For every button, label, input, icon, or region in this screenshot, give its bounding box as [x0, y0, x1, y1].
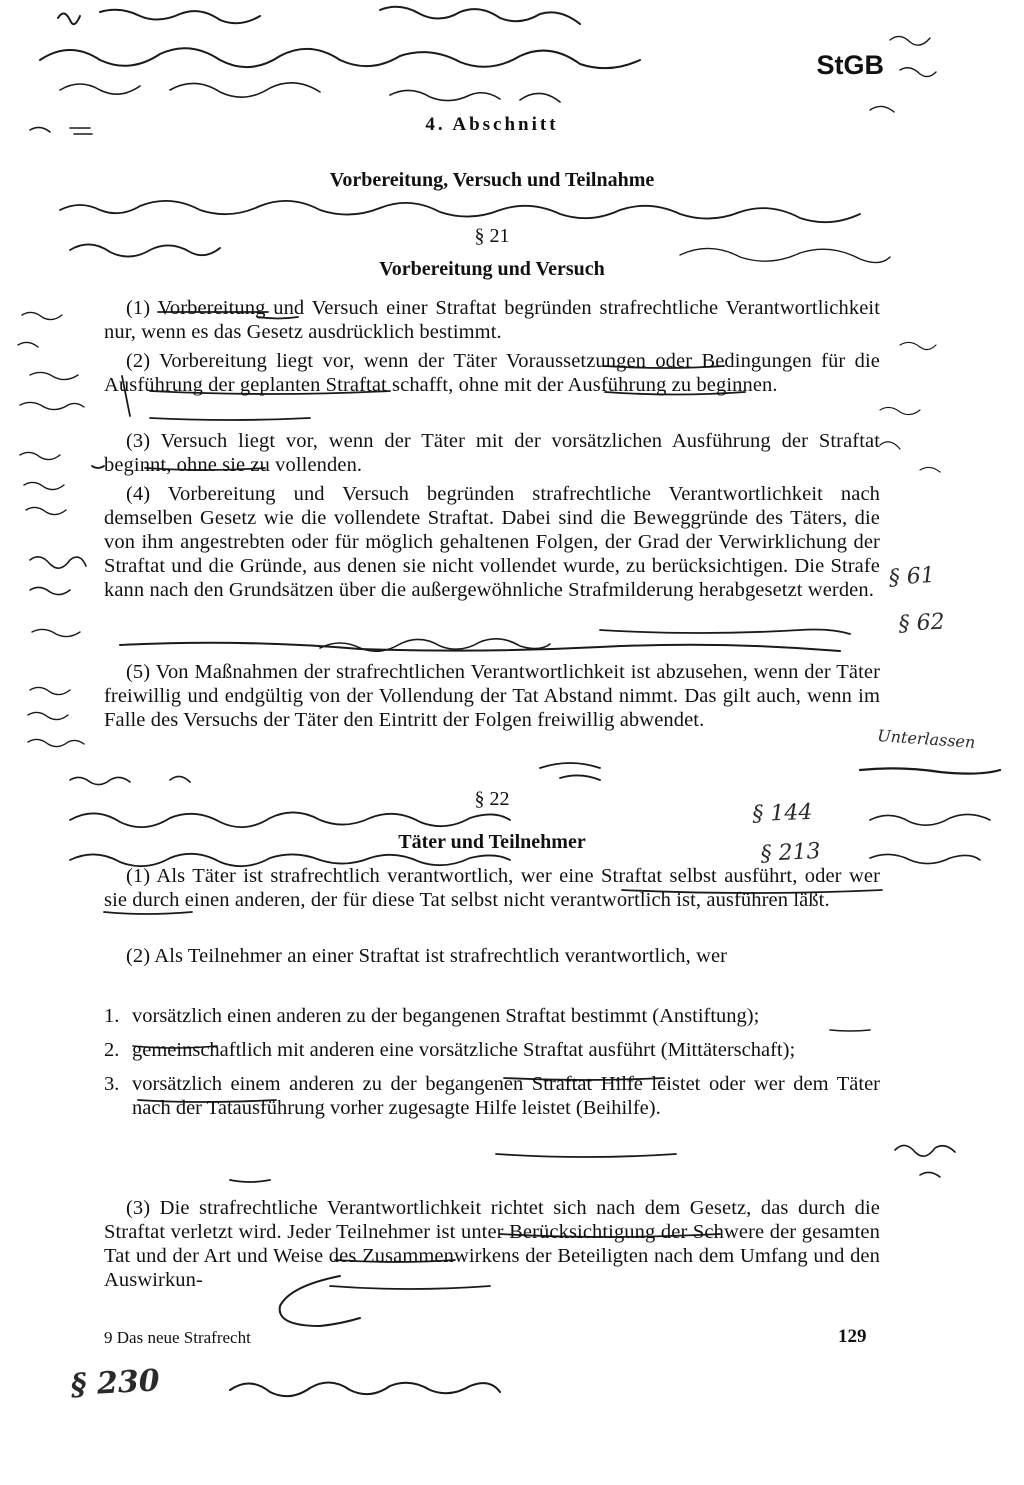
para21-clause-4: (4) Vorbereitung und Versuch begründen strafrechtliche Verantwortlichkeit nach demselben Gesetz wie die vollendete Straftat. Dabei sind die Beweggründe des Täters, die von ihm angestrebten oder für möglich gehaltenen Folgen, der Grad der Verwirklichung der Straftat und die Gründe, aus denen sie nicht vollendet wurde, zu berücksichtigen. Die Strafe kann nach den Grundsätzen über die außergewöhnliche Strafmilderung herabgesetzt werden. — [104, 483, 880, 601]
margin-note-bottom: § 230 — [70, 1363, 161, 1403]
para21-clause-2: (2) Vorbereitung liegt vor, wenn der Täter Voraussetzungen oder Bedingungen für die Ausführung der geplanten Straftat schafft, ohne mit der Ausführung zu beginnen. — [104, 350, 880, 396]
para22-item-list — [104, 1004, 880, 1130]
list-item — [104, 1072, 880, 1120]
para22-clause-1: (1) Als Täter ist strafrechtlich verantwortlich, wer eine Straftat selbst ausführt, oder wer sie durch einen anderen, der für diese Tat selbst nicht verantwortlich ist, ausführen läßt. — [104, 865, 880, 911]
list-item-text: vorsätzlich einem anderen zu der begangenen Straftat Hilfe leistet oder wer dem Täter nach der Tatausführung vorher zugesagte Hilfe leistet (Beihilfe). — [132, 1073, 880, 1119]
para21-clause-5: (5) Von Maßnahmen der strafrechtlichen Verantwortlichkeit ist abzusehen, wenn der Täter freiwillig und endgültig von der Vollendung der Tat Abstand nimmt. Das gilt auch, wenn im Falle des Versuchs der Täter den Eintritt der Folgen freiwillig abwendet. — [104, 661, 880, 731]
margin-note-right-3: Unterlassen — [876, 726, 976, 752]
list-item — [104, 1038, 880, 1062]
margin-note-right-2: § 62 — [898, 609, 946, 637]
list-item-text: gemeinschaftlich mit anderen eine vorsätzliche Straftat ausführt (Mittäterschaft); — [132, 1039, 796, 1061]
para21-number: § 21 — [474, 225, 510, 247]
margin-note-right-4: § 144 — [752, 799, 813, 827]
para21-clause-3: (3) Versuch liegt vor, wenn der Täter mit der vorsätzlichen Ausführung der Straftat beginnt, ohne sie zu vollenden. — [104, 430, 880, 476]
chapter-title: Vorbereitung, Versuch und Teilnahme — [329, 169, 655, 191]
list-item — [104, 1004, 880, 1028]
list-item-number: 3. — [104, 1073, 120, 1095]
page-number: 129 — [838, 1326, 867, 1347]
list-item-text: vorsätzlich einen anderen zu der begangenen Straftat bestimmt (Anstiftung); — [132, 1005, 760, 1027]
para22-title: Täter und Teilnehmer — [398, 831, 586, 853]
list-item-number: 1. — [104, 1005, 120, 1027]
para21-clause-1: (1) Vorbereitung und Versuch einer Straftat begründen strafrechtliche Verantwortlichkeit nur, wenn es das Gesetz ausdrücklich bestimmt. — [104, 297, 880, 343]
para22-clause-3: (3) Die strafrechtliche Verantwortlichkeit richtet sich nach dem Gesetz, das durch die Straftat verletzt wird. Jeder Teilnehmer ist unter Berücksichtigung der Schwere der gesamten Tat und der Art und Weise des Zusammenwirkens der Beteiligten nach dem Umfang und den Auswirkun- — [104, 1197, 880, 1291]
section-label: 4. Abschnitt — [425, 114, 559, 135]
para22-number: § 22 — [474, 788, 510, 810]
margin-note-right-5: § 213 — [760, 838, 822, 867]
law-code-label: StGB — [816, 50, 884, 80]
list-item-number: 2. — [104, 1039, 120, 1061]
para21-title: Vorbereitung und Versuch — [379, 258, 605, 280]
para22-clause-2: (2) Als Teilnehmer an einer Straftat ist strafrechtlich verantwortlich, wer — [126, 945, 728, 967]
margin-note-right-1: § 61 — [888, 562, 936, 591]
footer-book-title: 9 Das neue Strafrecht — [104, 1328, 251, 1347]
